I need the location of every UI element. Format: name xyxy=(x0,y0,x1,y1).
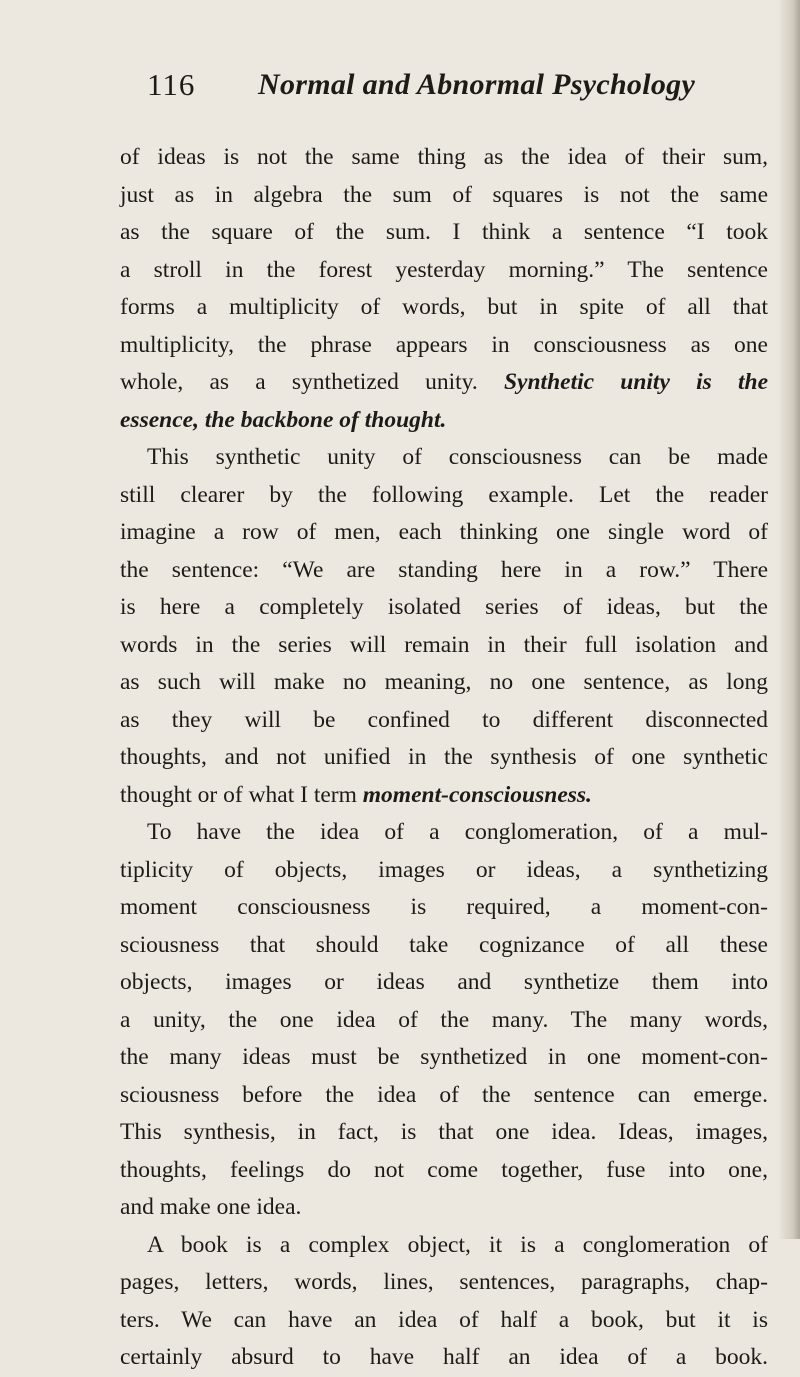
emphasis-text: moment-consciousness. xyxy=(362,781,592,808)
text-line: and make one idea. xyxy=(120,1194,302,1220)
page-edge-shadow xyxy=(778,0,800,1239)
text-line: the sentence: “We are standing here in a row.” There xyxy=(120,556,768,583)
text-line: still clearer by the following example. Let the reader xyxy=(120,481,768,508)
text-line: ters. We can have an idea of half a book, but it is xyxy=(120,1306,768,1333)
body-text xyxy=(120,139,768,1377)
text-line xyxy=(120,364,768,402)
text-line: words in the series will remain in their full isolation and xyxy=(120,631,768,658)
text-line: of ideas is not the same thing as the idea of their sum, xyxy=(120,144,768,170)
emphasis-text: Synthetic unity is the xyxy=(503,369,768,395)
text-line: the many ideas must be synthetized in one moment-con- xyxy=(120,1044,768,1070)
text-line: objects, images or ideas and synthetize them into xyxy=(120,969,768,995)
text-run: thought or of what I term xyxy=(120,781,363,808)
page-number: 116 xyxy=(147,67,196,102)
text-line: This synthesis, in fact, is that one idea. Ideas, images, xyxy=(120,1119,768,1145)
text-line: tiplicity of objects, images or ideas, a synthetizing xyxy=(120,856,768,883)
running-header xyxy=(147,63,707,107)
text-line: certainly absurd to have half an idea of a book. xyxy=(120,1344,768,1370)
text-line: thoughts, feelings do not come together, fuse into one, xyxy=(120,1156,768,1183)
text-line: a stroll in the forest yesterday morning.” The sentence xyxy=(120,256,768,283)
text-run: whole, as a synthetized unity. xyxy=(120,369,504,395)
paragraph-start-line: This synthetic unity of consciousness can be made xyxy=(147,444,768,470)
text-line: multiplicity, the phrase appears in consciousness as one xyxy=(120,331,768,358)
paragraph-start-line: To have the idea of a conglomeration, of a mul- xyxy=(147,819,768,845)
text-line: pages, letters, words, lines, sentences, paragraphs, chap- xyxy=(120,1269,768,1295)
emphasis-text: essence, the backbone of thought. xyxy=(120,406,447,433)
text-line: as they will be confined to different disconnected xyxy=(120,706,768,733)
text-line: is here a completely isolated series of ideas, but the xyxy=(120,594,768,620)
text-line xyxy=(120,402,768,440)
text-line: a unity, the one idea of the many. The many words, xyxy=(120,1006,768,1033)
text-line: as the square of the sum. I think a sentence “I took xyxy=(120,219,768,245)
text-line xyxy=(120,777,768,815)
running-title: Normal and Abnormal Psychology xyxy=(258,68,696,101)
text-line: just as in algebra the sum of squares is not the same xyxy=(120,181,768,208)
paragraph-start-line: A book is a complex object, it is a conglomeration of xyxy=(147,1231,768,1258)
text-line: thoughts, and not unified in the synthesis of one synthetic xyxy=(120,744,768,770)
text-line: forms a multiplicity of words, but in spite of all that xyxy=(120,294,768,320)
text-line: moment consciousness is required, a moment-con- xyxy=(120,894,768,920)
text-line: sciousness before the idea of the sentence can emerge. xyxy=(120,1081,768,1108)
text-line: imagine a row of men, each thinking one single word of xyxy=(120,519,768,545)
text-line: as such will make no meaning, no one sentence, as long xyxy=(120,669,768,695)
text-line: sciousness that should take cognizance of all these xyxy=(120,931,768,958)
